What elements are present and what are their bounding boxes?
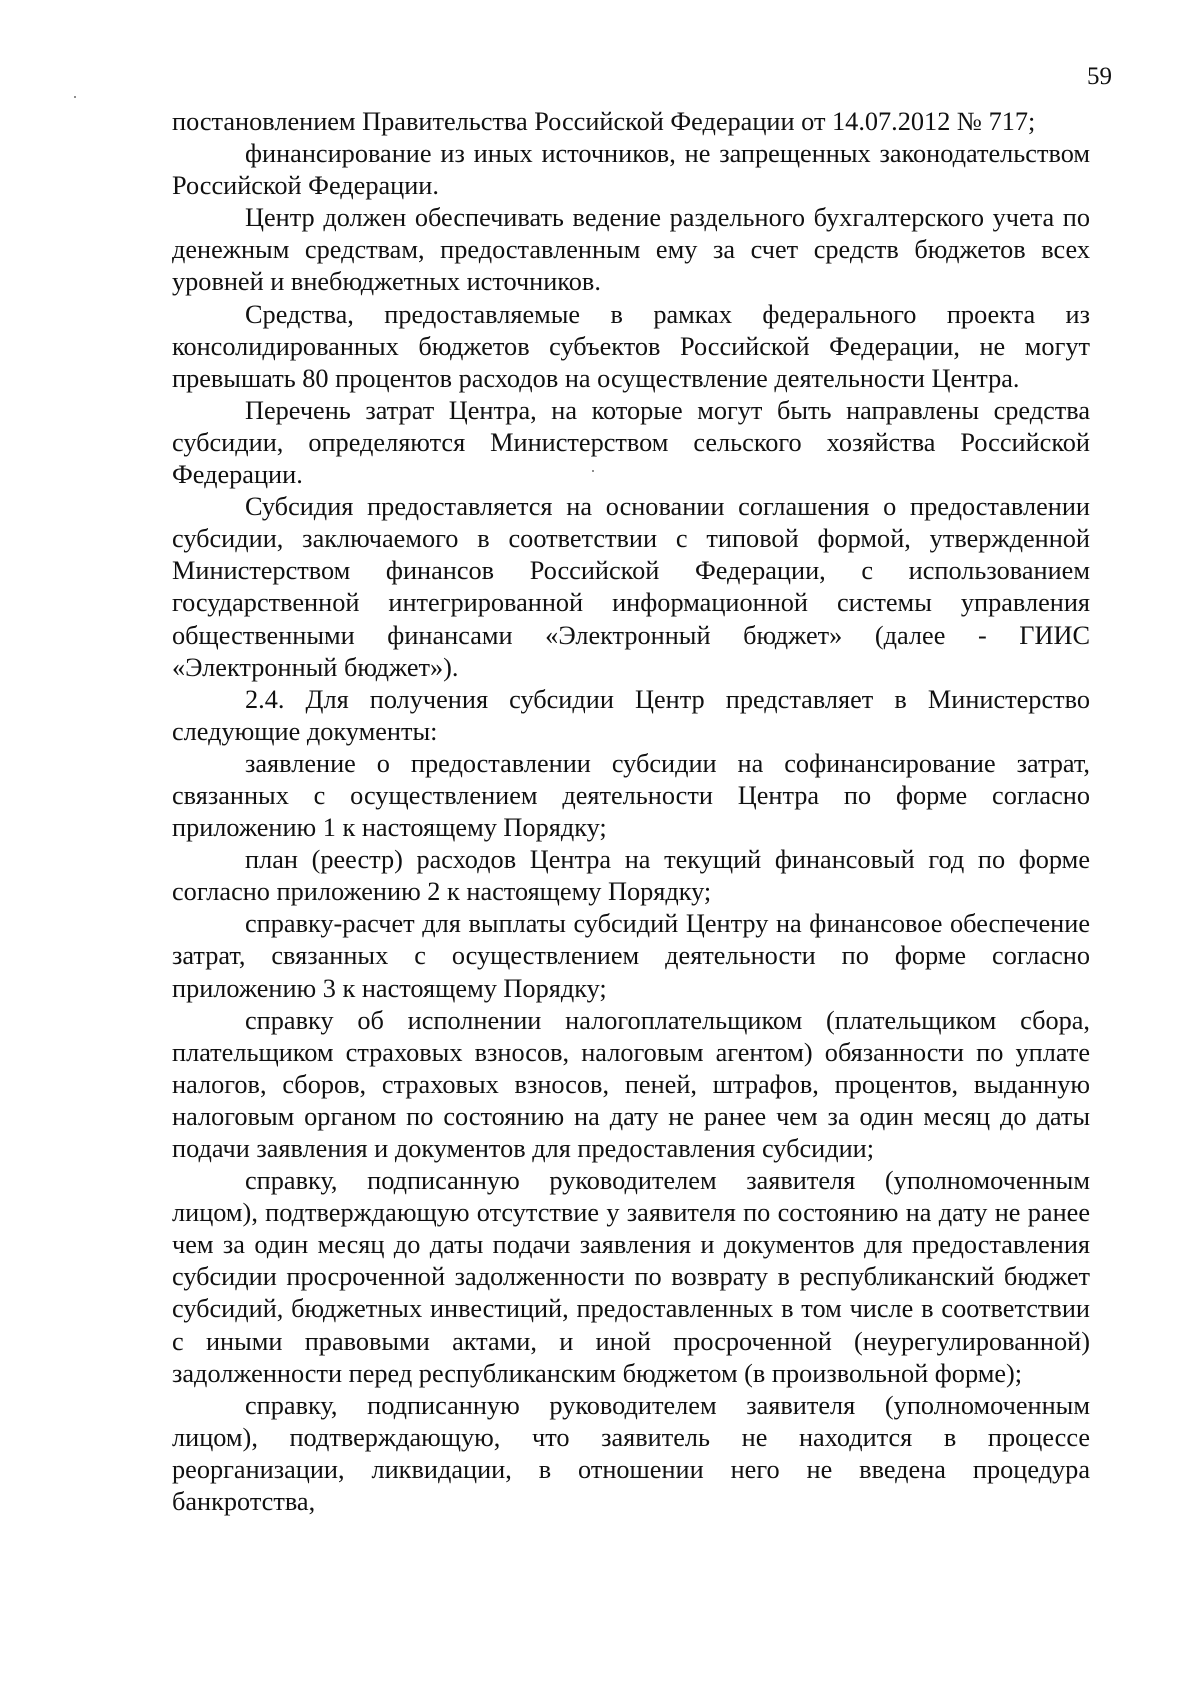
paragraph: Средства, предоставляемые в рамках федерального проекта из консолидированных бюджетов субъектов Российской Федерации, не могут превышать 80 процентов расходов на осуществление деятельности Центра. [172, 299, 1090, 393]
list-item: справку об исполнении налогоплательщиком (плательщиком сбора, плательщиком страховых взносов, налоговым агентом) обязанности по уплате налогов, сборов, страховых взносов, пеней, штрафов, процентов, выданную налоговым органом по состоянию на дату не ранее чем за один месяц до даты подачи заявления и документов для предоставления субсидии; [172, 1005, 1090, 1163]
scan-speck [74, 96, 76, 98]
paragraph: постановлением Правительства Российской Федерации от 14.07.2012 № 717; [172, 107, 1036, 136]
list-item: справку, подписанную руководителем заявителя (уполномоченным лицом), подтверждающую, что заявитель не находится в процессе реорганизации, ликвидации, в отношении него не введена процедура банкротства, [172, 1390, 1090, 1517]
page-number: 59 [1087, 63, 1112, 90]
list-item: план (реестр) расходов Центра на текущий финансовый год по форме согласно приложению 2 к настоящему Порядку; [172, 845, 1090, 907]
list-item: заявление о предоставлении субсидии на софинансирование затрат, связанных с осуществлением деятельности Центра по форме согласно приложению 1 к настоящему Порядку; [172, 748, 1090, 843]
paragraph: Перечень затрат Центра, на которые могут быть направлены средства субсидии, определяются Министерством сельского хозяйства Российской Федерации. [172, 395, 1090, 490]
list-item: справку-расчет для выплаты субсидий Центру на финансовое обеспечение затрат, связанных с осуществлением деятельности по форме согласно приложению 3 к настоящему Порядку; [172, 909, 1090, 1003]
paragraph: 2.4. Для получения субсидии Центр представляет в Министерство следующие документы: [172, 684, 1090, 746]
paragraph: финансирование из иных источников, не запрещенных законодательством Российской Федерации. [172, 139, 1090, 201]
document-body [172, 106, 1090, 1518]
paragraph: Субсидия предоставляется на основании соглашения о предоставлении субсидии, заключаемого в соответствии с типовой формой, утвержденной Министерством финансов Российской Федерации, с использованием государственной интегрированной информационной системы управления общественными финансами «Электронный бюджет» (далее - ГИИС «Электронный бюджет»). [172, 492, 1090, 682]
paragraph: Центр должен обеспечивать ведение раздельного бухгалтерского учета по денежным средствам, предоставленным ему за счет средств бюджетов всех уровней и внебюджетных источников. [172, 203, 1090, 297]
list-item: справку, подписанную руководителем заявителя (уполномоченным лицом), подтверждающую отсутствие у заявителя по состоянию на дату не ранее чем за один месяц до даты подачи заявления и документов для предоставления субсидии просроченной задолженности по возврату в республиканский бюджет субсидий, бюджетных инвестиций, предоставленных в том числе в соответствии с иными правовыми актами, и иной просроченной (неурегулированной) задолженности перед республиканским бюджетом (в произвольной форме); [172, 1166, 1090, 1388]
